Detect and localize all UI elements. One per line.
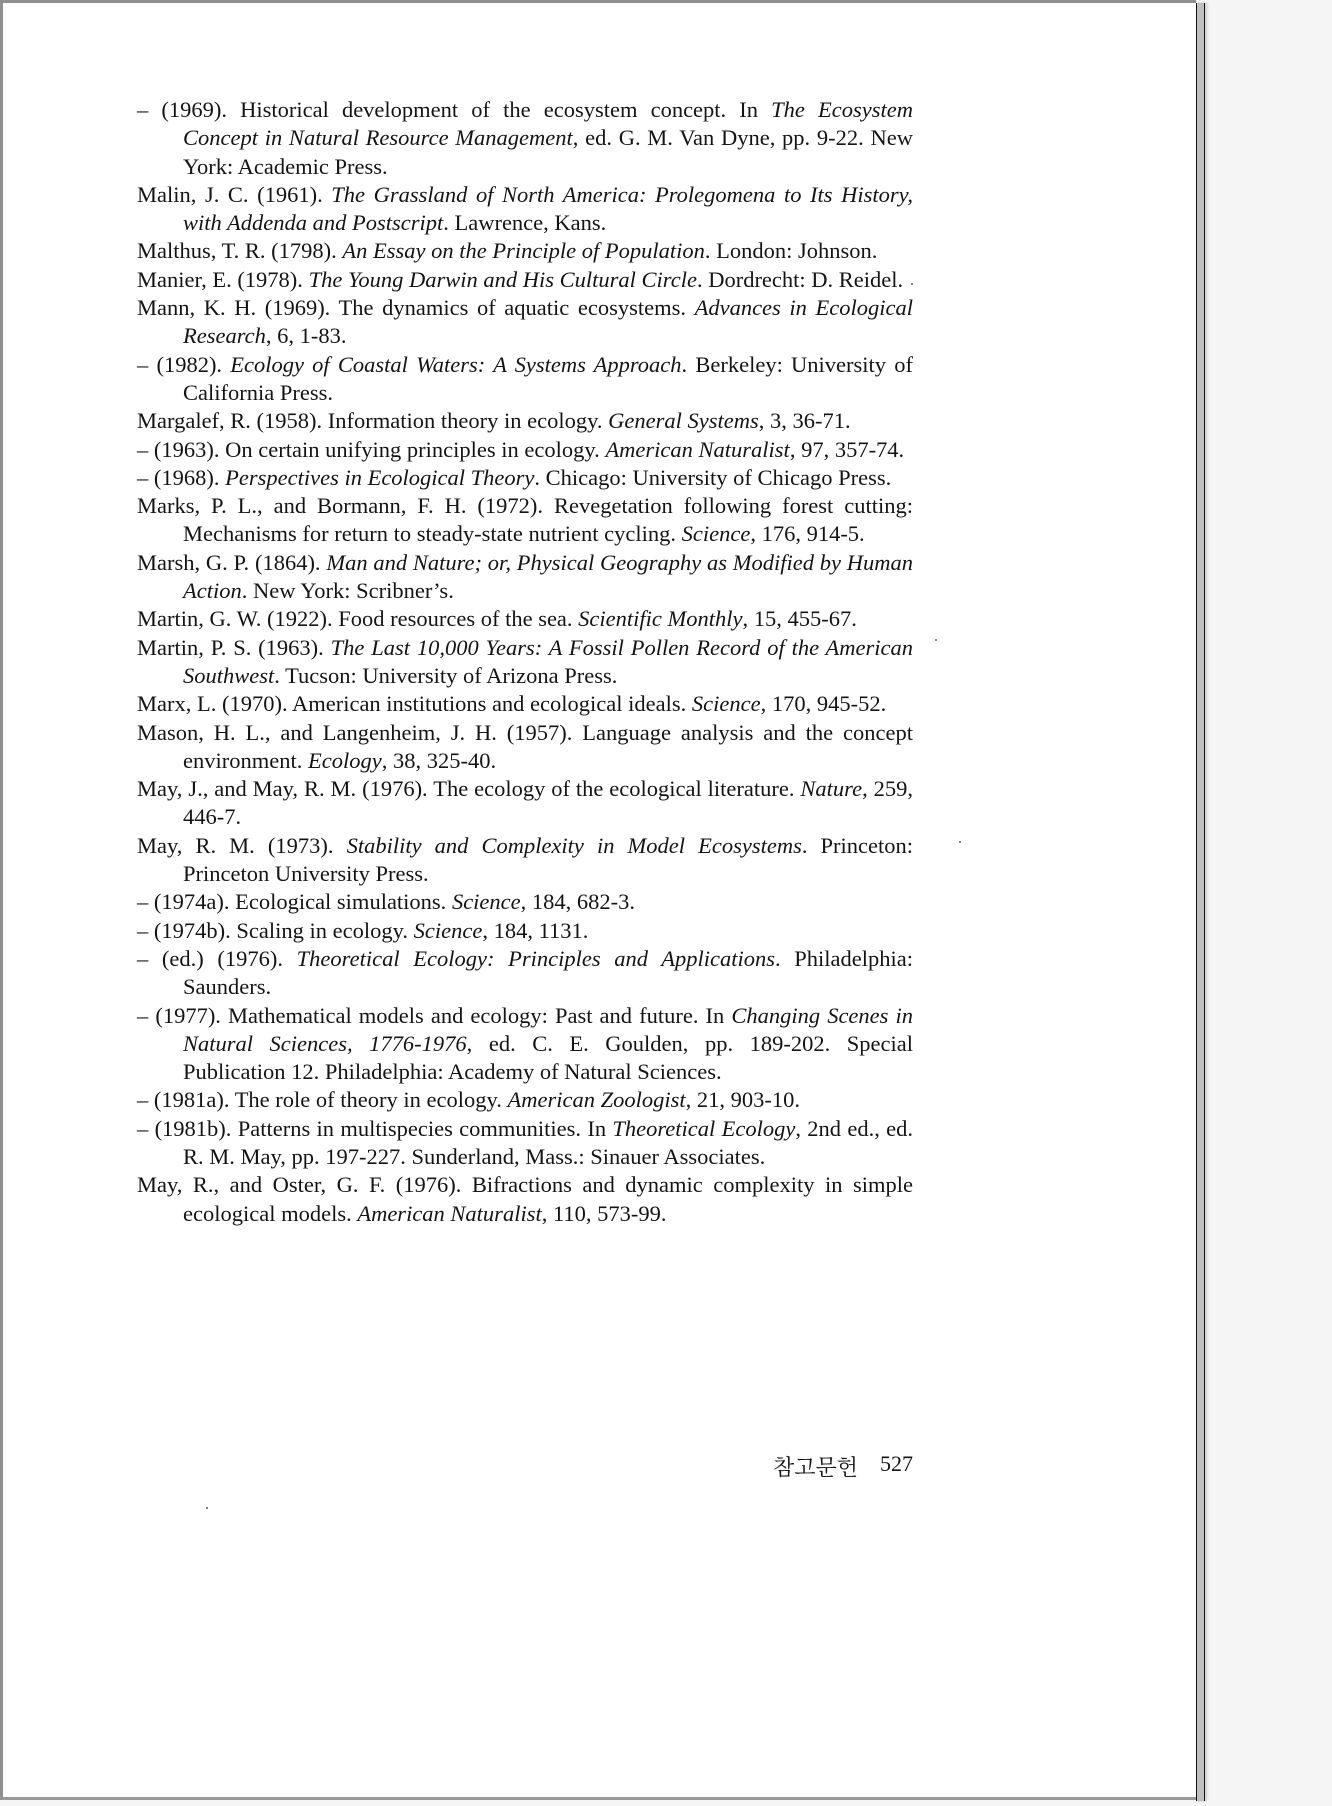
reference-text: – (1981b). Patterns in multispecies communities. In (137, 1115, 613, 1141)
reference-text: Manier, E. (1978). (137, 266, 309, 292)
reference-title-italic: American Naturalist (357, 1200, 542, 1226)
reference-title-italic: The Grassland of North America: Prolegomena to Its History, with Addenda and Postscript (183, 181, 913, 236)
reference-title-italic: Science (691, 691, 761, 717)
page-edge-shadow (1196, 3, 1205, 1801)
reference-title-italic: Science (681, 521, 751, 547)
reference-text: , 110, 573-99. (541, 1200, 667, 1226)
reference-text: . Tucson: University of Arizona Press. (274, 662, 618, 688)
reference-entry (137, 1002, 913, 1087)
reference-text: , 259, 446-7. (183, 776, 914, 830)
reference-title-italic: An Essay on the Principle of Population (342, 238, 705, 264)
reference-text: , 2nd ed., ed. R. M. May, pp. 197-227. Sunderland, Mass.: Sinauer Associates. (183, 1115, 913, 1169)
reference-text: , 184, 1131. (482, 917, 589, 943)
reference-text: , 3, 36-71. (758, 408, 851, 434)
reference-entry (137, 1171, 913, 1228)
reference-entry (137, 1115, 913, 1172)
reference-text: . Philadelphia: Saunders. (183, 945, 913, 1000)
reference-entry (137, 464, 913, 492)
reference-text: , 21, 903-10. (685, 1087, 801, 1113)
reference-text: . Berkeley: University of California Press. (183, 351, 913, 405)
reference-entry (137, 832, 913, 889)
reference-text: Martin, P. S. (1963). (137, 634, 331, 660)
page-footer (773, 1451, 913, 1482)
reference-title-italic: Perspectives in Ecological Theory (225, 464, 535, 490)
reference-text: Malin, J. C. (1961). (137, 181, 332, 207)
reference-title-italic: Theoretical Ecology: Principles and Applications (296, 945, 775, 971)
reference-text: . Princeton: Princeton University Press. (183, 832, 914, 887)
reference-title-italic: Ecology (307, 747, 382, 773)
reference-text: Mason, H. L., and Langenheim, J. H. (1957). Language analysis and the concept environment. (137, 719, 913, 773)
reference-entry (137, 407, 913, 435)
reference-entry (137, 945, 913, 1002)
reference-text: May, R., and Oster, G. F. (1976). Bifractions and dynamic complexity in simple ecological models. (137, 1172, 913, 1226)
reference-title-italic: The Last 10,000 Years: A Fossil Pollen Record of the American Southwest (183, 634, 913, 688)
reference-title-italic: Man and Nature; or, Physical Geography as Modified by Human Action (183, 549, 914, 604)
reference-text: – (ed.) (1976). (137, 945, 297, 971)
reference-entry (137, 549, 913, 606)
reference-entry (137, 436, 913, 464)
reference-text: – (1968). (137, 464, 226, 490)
reference-text: Marsh, G. P. (1864). (137, 549, 327, 575)
reference-entry (137, 690, 913, 718)
reference-title-italic: Advances in Ecological Research (183, 295, 913, 349)
reference-text: May, R. M. (1973). (137, 832, 347, 858)
reference-text: , 97, 357-74. (789, 436, 905, 462)
reference-entry (137, 237, 913, 265)
page-number: 527 (880, 1451, 914, 1476)
reference-text: – (1982). (137, 351, 231, 377)
reference-text: , 170, 945-52. (760, 691, 887, 717)
reference-title-italic: The Young Darwin and His Cultural Circle (308, 266, 697, 292)
reference-title-italic: Theoretical Ecology (612, 1115, 796, 1141)
reference-list (137, 96, 913, 1228)
scan-speck (935, 639, 937, 641)
reference-text: – (1981a). The role of theory in ecology. (137, 1087, 508, 1113)
reference-text: . New York: Scribner’s. (241, 578, 454, 604)
reference-entry (137, 351, 913, 408)
reference-text: May, J., and May, R. M. (1976). The ecology of the ecological literature. (137, 776, 801, 802)
reference-text: , 15, 455-67. (742, 606, 857, 632)
reference-text: . London: Johnson. (704, 238, 878, 264)
reference-text: – (1963). On certain unifying principles in ecology. (137, 436, 606, 462)
scan-speck (959, 841, 961, 843)
reference-text: , 176, 914-5. (750, 521, 865, 547)
scan-speck (911, 283, 913, 285)
reference-entry (137, 492, 913, 549)
reference-text: Malthus, T. R. (1798). (137, 238, 343, 264)
reference-title-italic: General Systems (608, 408, 759, 434)
reference-title-italic: The Ecosystem Concept in Natural Resource Management (183, 97, 913, 151)
reference-title-italic: Changing Scenes in Natural Sciences, 1776-1976 (183, 1002, 913, 1056)
reference-title-italic: Scientific Monthly (578, 606, 743, 632)
reference-text: , 184, 682-3. (520, 889, 636, 915)
reference-text: Marx, L. (1970). American institutions and ecological ideals. (137, 691, 692, 717)
reference-entry (137, 266, 913, 294)
reference-title-italic: American Zoologist (507, 1087, 686, 1113)
reference-text: , ed. G. M. Van Dyne, pp. 9-22. New York: Academic Press. (183, 125, 913, 179)
reference-text: – (1974b). Scaling in ecology. (137, 917, 414, 943)
reference-entry (137, 1086, 913, 1114)
scan-speck (206, 1507, 208, 1509)
reference-title-italic: Nature (800, 776, 863, 802)
reference-text: . Lawrence, Kans. (443, 210, 607, 236)
reference-entry (137, 96, 913, 181)
reference-text: , 6, 1-83. (265, 323, 347, 349)
reference-entry (137, 294, 913, 351)
reference-text: . Chicago: University of Chicago Press. (534, 464, 892, 490)
reference-entry (137, 605, 913, 633)
reference-text: . Dordrecht: D. Reidel. (696, 266, 904, 292)
reference-text: Marks, P. L., and Bormann, F. H. (1972). Revegetation following forest cutting: Mechanisms for return to steady-state nutrient cycling. (137, 493, 913, 547)
running-footer-title: 참고문헌 (773, 1455, 859, 1480)
reference-entry (137, 719, 913, 776)
reference-entry (137, 775, 913, 832)
reference-entry (137, 181, 913, 238)
reference-title-italic: American Naturalist (605, 436, 790, 462)
reference-title-italic: Ecology of Coastal Waters: A Systems Approach (230, 351, 682, 377)
reference-entry (137, 634, 913, 691)
reference-title-italic: Science (413, 917, 483, 943)
reference-text: Mann, K. H. (1969). The dynamics of aquatic ecosystems. (137, 295, 695, 321)
reference-text: – (1969). Historical development of the ecosystem concept. In (137, 97, 772, 122)
reference-text: Martin, G. W. (1922). Food resources of the sea. (137, 606, 579, 632)
reference-text: , 38, 325-40. (381, 747, 497, 773)
reference-text: – (1977). Mathematical models and ecology: Past and future. In (137, 1002, 732, 1028)
reference-text: – (1974a). Ecological simulations. (137, 889, 452, 915)
reference-text: , ed. C. E. Goulden, pp. 189-202. Special Publication 12. Philadelphia: Academy of Natural Sciences. (183, 1030, 913, 1085)
reference-entry (137, 888, 913, 916)
reference-title-italic: Science (451, 889, 521, 915)
reference-text: Margalef, R. (1958). Information theory in ecology. (137, 408, 609, 434)
reference-title-italic: Stability and Complexity in Model Ecosystems (346, 832, 802, 858)
reference-entry (137, 917, 913, 945)
